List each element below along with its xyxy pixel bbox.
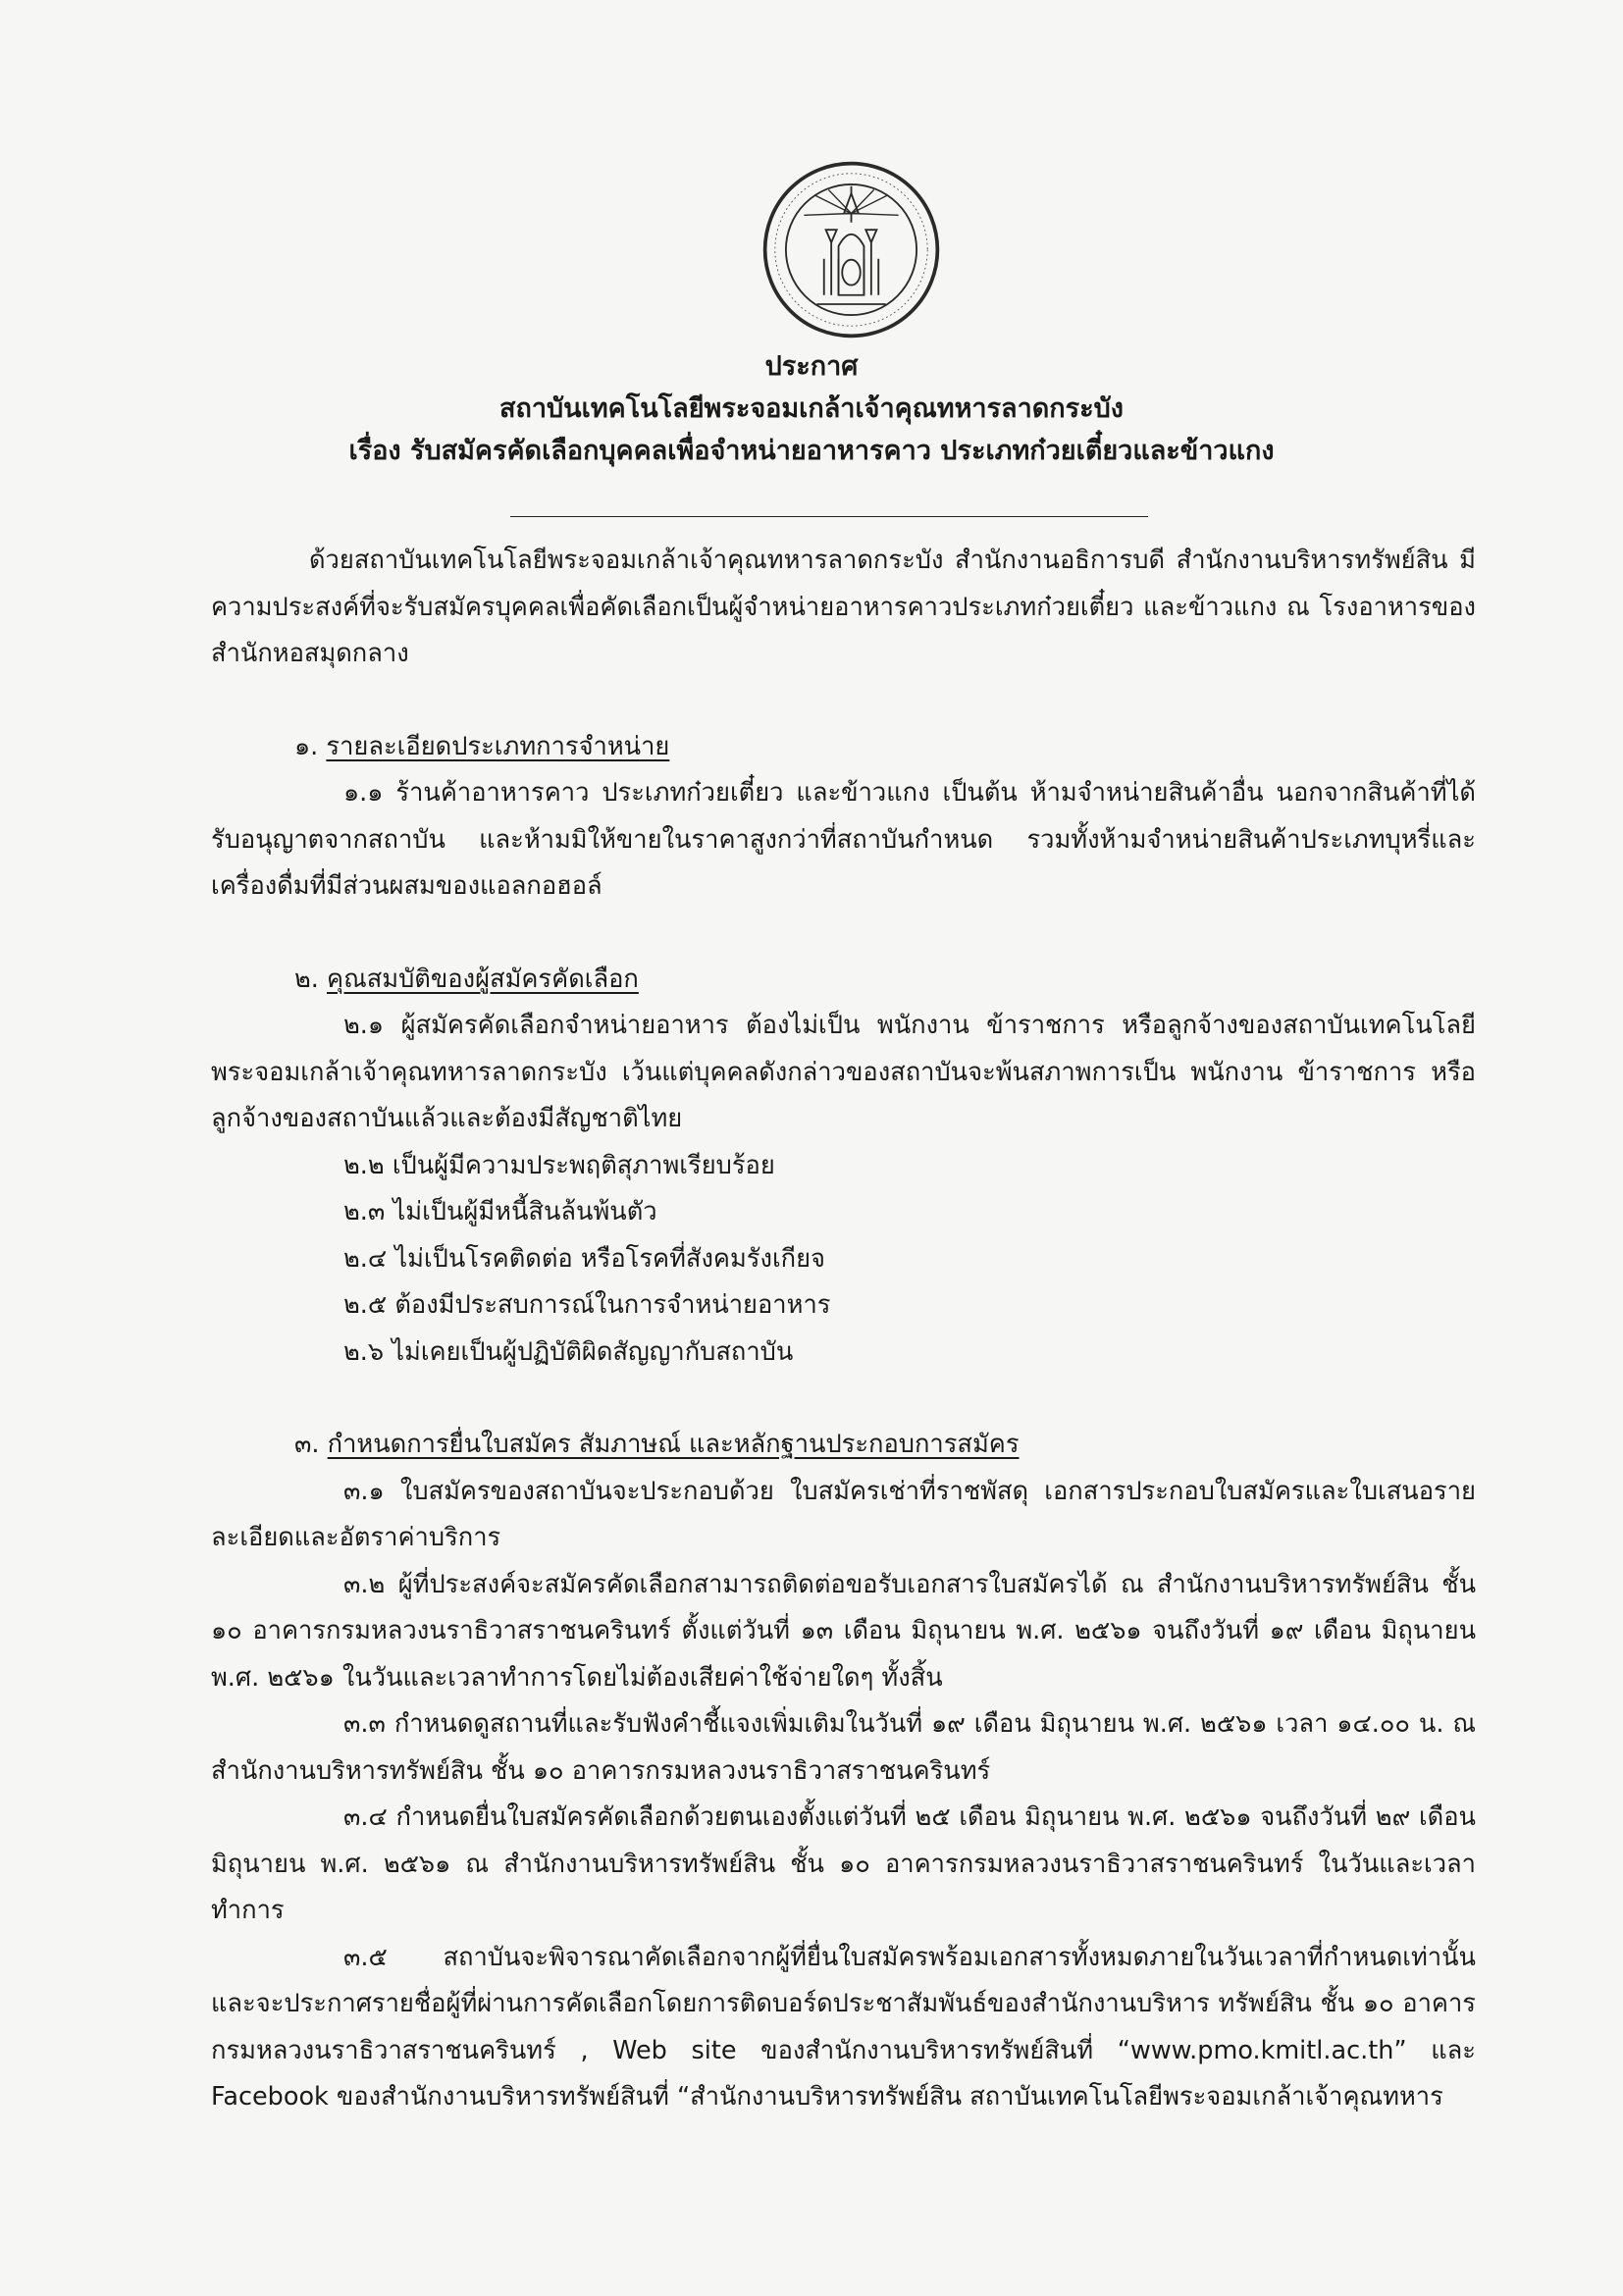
section-2-item-5: ๒.๕ ต้องมีประสบการณ์ในการจำหน่ายอาหาร [343,1290,831,1320]
section-2-item-3: ๒.๓ ไม่เป็นผู้มีหนี้สินล้นพ้นตัว [343,1197,657,1226]
section-1-title: รายละเอียดประเภทการจำหน่าย [326,731,670,761]
section-3-title: กำหนดการยื่นใบสมัคร สัมภาษณ์ และหลักฐานประกอบการสมัคร [327,1430,1020,1459]
announcement-subject: เรื่อง รับสมัครคัดเลือกบุคคลเพื่อจำหน่ายอาหารคาว ประเภทก๋วยเตี๋ยวและข้าวแกง [348,436,1275,466]
section-1-heading [211,724,1476,771]
announcement-body [211,538,1476,2121]
section-3-heading [211,1422,1476,1469]
section-2-item-4: ๒.๔ ไม่เป็นโรคติดต่อ หรือโรคที่สังคมรังเกียจ [343,1243,825,1274]
section-2-number: ๒. [294,964,319,994]
section-2-heading [211,957,1476,1004]
section-3-number: ๓. [294,1430,320,1459]
section-3-item-4: ๓.๔ กำหนดยื่นใบสมัครคัดเลือกด้วยตนเองตั้งแต่วันที่ ๒๕ เดือน มิถุนายน พ.ศ. ๒๕๖๑ จนถึงวันที่ ๒๙ เดือน มิถุนายน พ.ศ. ๒๕๖๑ ณ สำนักงานบริหารทรัพย์สิน ชั้น ๑๐ อาคารกรมหลวงนราธิวาสราชนครินทร์ ในวันและเวลาทำการ [211,1802,1476,1925]
section-3-item-5: ๓.๕ สถาบันจะพิจารณาคัดเลือกจากผู้ที่ยื่นใบสมัครพร้อมเอกสารทั้งหมดภายในวันเวลาที่กำหนดเท่านั้น และจะประกาศรายชื่อผู้ที่ผ่านการคัดเลือกโดยการติดบอร์ดประชาสัมพันธ์ของสำนักงานบริหาร ทรัพย์สิน ชั้น ๑๐ อาคารกรมหลวงนราธิวาสราชนครินทร์ , Web site ของสำนักงานบริหารทรัพย์สินที่ “www.pmo.kmitl.ac.th” และ Facebook ของสำนักงานบริหารทรัพย์สินที่ “สำนักงานบริหารทรัพย์สิน สถาบันเทคโนโลยีพระจอมเกล้าเจ้าคุณทหาร [211,1942,1476,2112]
section-2-item-2: ๒.๒ เป็นผู้มีความประพฤติสุภาพเรียบร้อย [343,1150,775,1180]
announcement-title: ประกาศ [764,351,859,382]
header-divider [510,516,1148,517]
intro-paragraph: ด้วยสถาบันเทคโนโลยีพระจอมเกล้าเจ้าคุณทหารลาดกระบัง สำนักงานอธิการบดี สำนักงานบริหารทรัพย์สิน มีความประสงค์ที่จะรับสมัครบุคคลเพื่อคัดเลือกเป็นผู้จำหน่ายอาหารคาวประเภทก๋วยเตี๋ยว และข้าวแกง ณ โรงอาหารของสำนักหอสมุดกลาง [211,546,1476,668]
section-2-item-1: ๒.๑ ผู้สมัครคัดเลือกจำหน่ายอาหาร ต้องไม่เป็น พนักงาน ข้าราชการ หรือลูกจ้างของสถาบันเทคโนโลยีพระจอมเกล้าเจ้าคุณทหารลาดกระบัง เว้นแต่บุคคลดังกล่าวของสถาบันจะพ้นสภาพการเป็น พนักงาน ข้าราชการ หรือลูกจ้างของสถาบันแล้วและต้องมีสัญชาติไทย [211,1011,1476,1133]
university-seal-icon [760,159,942,340]
institute-name: สถาบันเทคโนโลยีพระจอมเกล้าเจ้าคุณทหารลาดกระบัง [499,393,1124,424]
section-3-item-3: ๓.๓ กำหนดดูสถานที่และรับฟังคำชี้แจงเพิ่มเติมในวันที่ ๑๙ เดือน มิถุนายน พ.ศ. ๒๕๖๑ เวลา ๑๔.๐๐ น. ณ สำนักงานบริหารทรัพย์สิน ชั้น ๑๐ อาคารกรมหลวงนราธิวาสราชนครินทร์ [211,1709,1476,1786]
section-1-number: ๑. [294,731,319,761]
section-3-item-2: ๓.๒ ผู้ที่ประสงค์จะสมัครคัดเลือกสามารถติดต่อขอรับเอกสารใบสมัครได้ ณ สำนักงานบริหารทรัพย์สิน ชั้น ๑๐ อาคารกรมหลวงนราธิวาสราชนครินทร์ ตั้งแต่วันที่ ๑๓ เดือน มิถุนายน พ.ศ. ๒๕๖๑ จนถึงวันที่ ๑๙ เดือน มิถุนายน พ.ศ. ๒๕๖๑ ในวันและเวลาทำการโดยไม่ต้องเสียค่าใช้จ่ายใดๆ ทั้งสิ้น [211,1569,1476,1693]
section-2-item-6: ๒.๖ ไม่เคยเป็นผู้ปฏิบัติผิดสัญญากับสถาบัน [343,1336,794,1367]
section-2-title: คุณสมบัติของผู้สมัครคัดเลือก [327,964,639,994]
announcement-header [0,345,1623,472]
section-1-item-1: ๑.๑ ร้านค้าอาหารคาว ประเภทก๋วยเตี๋ยว และข้าวแกง เป็นต้น ห้ามจำหน่ายสินค้าอื่น นอกจากสินค้าที่ได้รับอนุญาตจากสถาบัน และห้ามมิให้ขายในราคาสูงกว่าที่สถาบันกำหนด รวมทั้งห้ามจำหน่ายสินค้าประเภทบุหรี่และเครื่องดื่มที่มีส่วนผสมของแอลกอฮอล์ [211,778,1476,901]
section-3-item-1: ๓.๑ ใบสมัครของสถาบันจะประกอบด้วย ใบสมัครเช่าที่ราชพัสดุ เอกสารประกอบใบสมัครและใบเสนอรายละเอียดและอัตราค่าบริการ [211,1476,1476,1552]
